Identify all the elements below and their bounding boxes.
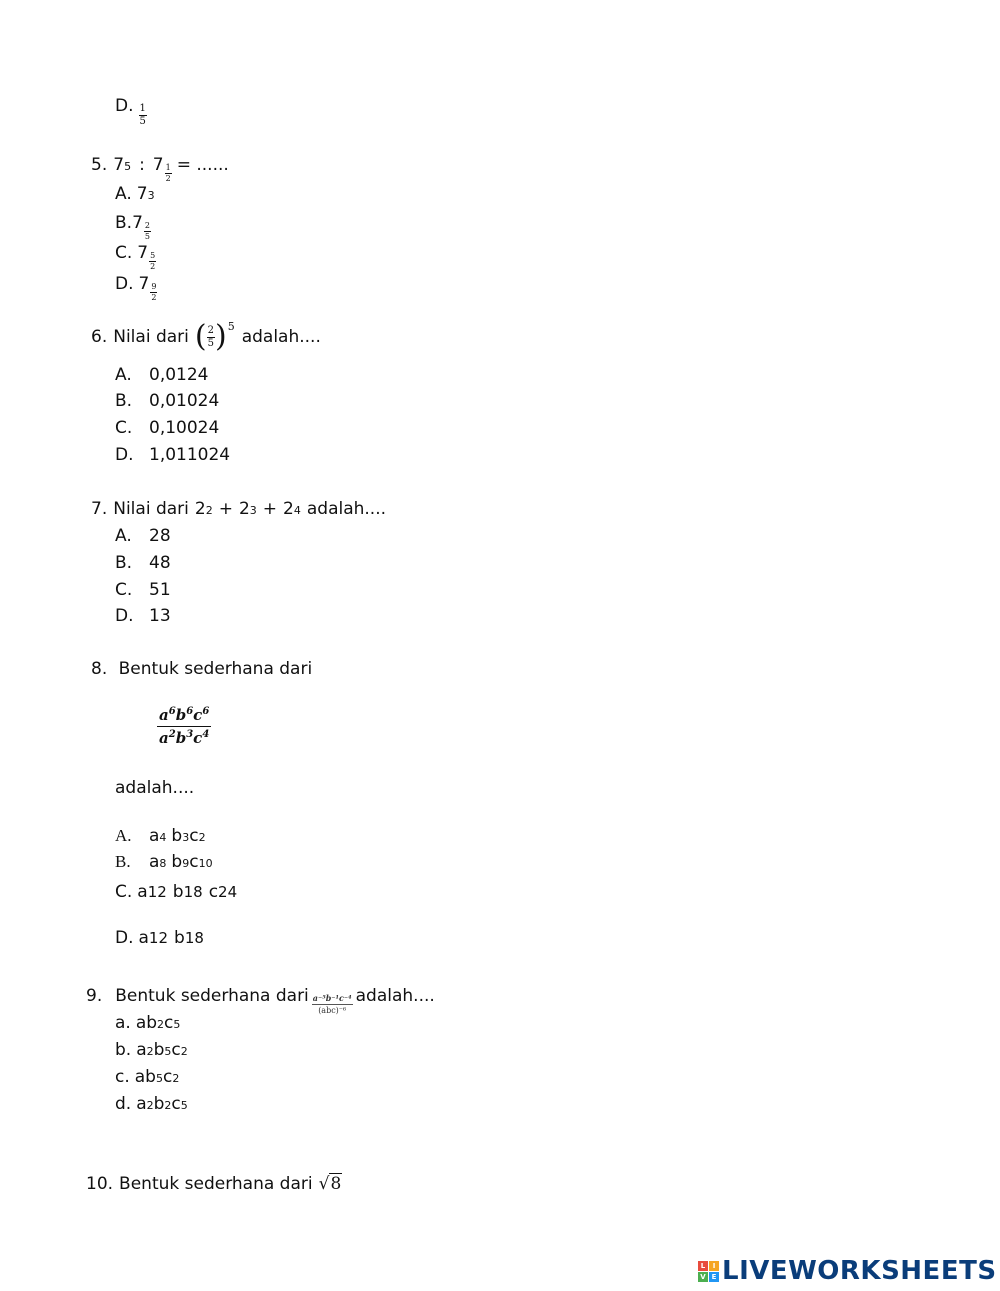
var-a: a (138, 928, 149, 948)
option-letter: D. (115, 274, 134, 294)
term: b (153, 1040, 165, 1060)
q8-fraction (157, 706, 211, 747)
q5-option-c (115, 243, 156, 271)
exponent-numerator: 5 (150, 251, 156, 260)
exponent-denominator: 2 (151, 293, 157, 302)
fraction-denominator: 5 (207, 337, 214, 349)
option-letter: C. (115, 243, 133, 263)
logo-mark (698, 1261, 719, 1282)
q7-question: 7. Nilai dari 2 2 + 2 3 + 2 4 adalah.... (91, 499, 387, 519)
question-text-after: adalah.... (306, 499, 387, 519)
q8-question (91, 659, 312, 679)
option-letter: C. (115, 418, 133, 438)
term: a (136, 1040, 147, 1060)
base: 7 (138, 274, 150, 294)
q5-option-b (115, 213, 151, 241)
exponent-denominator: 2 (165, 174, 171, 183)
q6-option-b (115, 391, 219, 411)
option-letter: B. (115, 213, 133, 233)
exponent-numerator: 1 (165, 163, 171, 172)
exponent-numerator: 9 (151, 282, 157, 291)
operator: : (139, 155, 145, 175)
q8-option-b: B. a 8 b 9 c 10 (115, 852, 213, 872)
option-letter: D. (115, 928, 134, 948)
question-text: Bentuk sederhana dari (119, 1174, 313, 1194)
exponent-fraction (150, 283, 157, 302)
logo-text: LIVEWORKSHEETS (722, 1256, 997, 1286)
option-letter: A. (115, 184, 132, 204)
option-letter: D. (115, 606, 134, 626)
var-a: a (159, 729, 169, 747)
var-a: a (137, 882, 148, 902)
fraction-numerator: a⁻⁵b⁻¹c⁻⁴ (312, 993, 353, 1005)
var-b: b (171, 852, 183, 872)
base: 2 (238, 499, 250, 519)
fraction-numerator (157, 706, 211, 727)
logo-box: E (709, 1272, 719, 1282)
option-value: 1,011024 (149, 445, 231, 465)
var-a: a (159, 706, 169, 724)
q9-option-b: b. a 2 b 5 c 2 (115, 1040, 188, 1060)
fraction-denominator: (abc)⁻⁶ (318, 1006, 347, 1016)
var-c: c (208, 882, 219, 902)
var-b: b (175, 729, 187, 747)
question-tail: = ...... (176, 155, 229, 175)
logo-box: L (698, 1261, 708, 1271)
fraction-denominator (157, 727, 211, 747)
q7-option-b (115, 553, 171, 573)
exponent-numerator: 2 (144, 221, 150, 230)
q9-option-a: a. ab 2 c 5 (115, 1013, 181, 1033)
option-value: 28 (149, 526, 171, 546)
q6-option-c (115, 418, 219, 438)
term: b (153, 1094, 165, 1114)
var-c: c (189, 826, 199, 846)
term: c (171, 1040, 181, 1060)
question-text-after: adalah.... (355, 986, 435, 1006)
option-letter: B. (115, 553, 133, 573)
option-letter: C. (115, 882, 133, 902)
question-text: Nilai dari (113, 499, 189, 519)
term: c (162, 1067, 173, 1087)
base: 2 (283, 499, 294, 519)
var-b: b (174, 928, 185, 948)
question-number: 10. (86, 1174, 114, 1194)
fraction-numerator: 2 (207, 324, 214, 336)
option-value: 13 (149, 606, 171, 626)
question-text: Nilai dari (113, 327, 189, 347)
exponent-fraction (149, 252, 156, 271)
plus: + (218, 499, 233, 519)
option-letter: d. (115, 1094, 132, 1114)
q4-option-d (115, 96, 147, 127)
var-c: c (193, 729, 203, 747)
fraction (139, 104, 147, 127)
exponent-fraction (165, 164, 172, 183)
exponent: 6 (168, 706, 176, 717)
option-value: 0,10024 (149, 418, 220, 438)
fraction-denominator: 5 (139, 116, 146, 127)
q7-option-c (115, 580, 171, 600)
option-letter: c. (115, 1067, 130, 1087)
question-text: Bentuk sederhana dari (115, 986, 309, 1006)
question-number: 9. (86, 986, 103, 1006)
liveworksheets-logo (698, 1256, 997, 1286)
question-text: Bentuk sederhana dari (118, 659, 313, 679)
logo-box: I (709, 1261, 719, 1271)
option-letter: C. (115, 580, 133, 600)
q10-question (86, 1174, 342, 1194)
var-c: c (193, 706, 203, 724)
option-letter: B. (115, 852, 131, 871)
exponent-denominator: 2 (150, 262, 156, 271)
q8-option-c: C. a 12 b 18 c 24 (115, 882, 238, 902)
exponent: 2 (168, 729, 176, 740)
option-letter: A. (115, 826, 132, 845)
q9-fraction (312, 993, 353, 1017)
q6-option-d (115, 445, 230, 465)
option-letter: b. (115, 1040, 132, 1060)
option-value: 51 (149, 580, 171, 600)
base: 7 (132, 213, 143, 233)
term: a (136, 1094, 147, 1114)
base: 7 (137, 243, 149, 263)
question-number: 7. (91, 499, 108, 519)
fraction-numerator: 1 (139, 103, 146, 114)
paren-close: ) (214, 319, 227, 354)
exponent-fraction (144, 222, 151, 241)
base: 7 (136, 184, 148, 204)
q8-option-d: D. a 12 b 18 (115, 928, 204, 948)
var-b: b (175, 706, 187, 724)
base: 7 (113, 155, 125, 175)
term: c (164, 1013, 174, 1033)
q9-option-d: d. a 2 b 2 c 5 (115, 1094, 188, 1114)
term: ab (134, 1067, 156, 1087)
logo-box: V (698, 1272, 708, 1282)
radical-sign: √ (318, 1174, 330, 1194)
q5-option-a: A. 7 3 (115, 184, 155, 204)
paren-open: ( (194, 319, 207, 354)
option-value: 0,01024 (149, 391, 220, 411)
question-number: 5. (91, 155, 108, 175)
question-number: 8. (91, 659, 108, 679)
q6-option-a (115, 365, 208, 385)
term: ab (135, 1013, 158, 1033)
q6-question (91, 319, 321, 354)
exponent: 3 (186, 729, 194, 740)
var-c: c (189, 852, 199, 872)
base: 2 (194, 499, 206, 519)
option-letter: A. (115, 526, 132, 546)
base: 7 (152, 155, 164, 175)
var-a: a (149, 852, 160, 872)
option-value: 48 (149, 553, 171, 573)
exponent: 6 (202, 706, 210, 717)
q5-option-d (115, 274, 157, 302)
exponent-denominator: 5 (144, 232, 150, 241)
exponent: 5 (227, 320, 235, 333)
q7-option-a (115, 526, 171, 546)
question-text-after: adalah.... (241, 327, 321, 347)
option-letter: B. (115, 391, 133, 411)
exponent: 6 (186, 706, 194, 717)
option-letter: D. (115, 96, 134, 116)
exponent: 4 (202, 729, 210, 740)
var-a: a (149, 826, 160, 846)
plus: + (262, 499, 278, 519)
option-letter: A. (115, 365, 132, 385)
square-root (319, 1174, 343, 1194)
radicand: 8 (330, 1174, 342, 1194)
var-b: b (171, 826, 183, 846)
option-letter: a. (115, 1013, 131, 1033)
question-number: 6. (91, 327, 108, 347)
var-b: b (172, 882, 184, 902)
option-value: 0,0124 (149, 365, 209, 385)
q8-after-text: adalah.... (115, 778, 195, 798)
option-letter: D. (115, 445, 134, 465)
q8-option-a: A. a 4 b 3 c 2 (115, 826, 206, 846)
q5-question: 5. 7 5 : 7 $\frac{1}{2}$ = ...... (91, 155, 229, 183)
q9-option-c: c. ab 5 c 2 (115, 1067, 180, 1087)
fraction (207, 326, 215, 349)
term: c (171, 1094, 181, 1114)
q7-option-d (115, 606, 171, 626)
